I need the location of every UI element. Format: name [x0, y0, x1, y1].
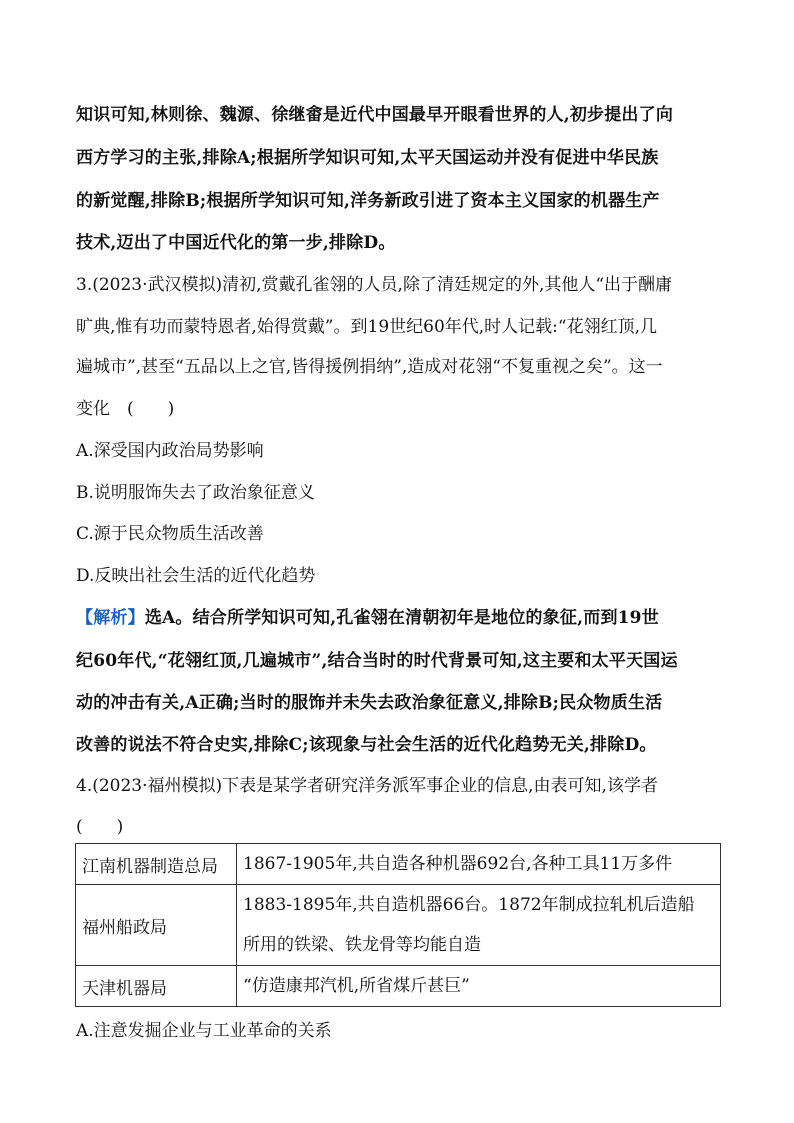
option-d: D.反映出社会生活的近代化趋势: [76, 566, 316, 586]
analysis-text: 选A。结合所学知识可知,孔雀翎在清朝初年是地位的象征,而到19世: [144, 608, 659, 628]
table-row: [76, 844, 721, 885]
table-cell-name: 天津机器局: [76, 966, 237, 1007]
question-3-stem: 旷典,惟有功而蒙特恩者,始得赏戴”。到19世纪60年代,时人记载:“花翎红顶,几: [76, 317, 657, 337]
enterprise-table: [75, 843, 721, 1007]
option-b: B.说明服饰失去了政治象征意义: [76, 483, 315, 503]
table-row: [76, 966, 721, 1007]
table-cell-name: 江南机器制造总局: [76, 844, 237, 885]
analysis-line: 改善的说法不符合史实,排除C;该现象与社会生活的近代化趋势无关,排除D。: [76, 735, 657, 755]
analysis-line: 动的冲击有关,A正确;当时的服饰并未失去政治象征意义,排除B;民众物质生活: [76, 693, 663, 713]
question-3-stem: 变化 ( ): [76, 399, 175, 419]
question-4-stem: ( ): [76, 817, 124, 837]
table-cell-info: [237, 844, 721, 885]
table-cell-line: 所用的铁梁、铁龙骨等均能自造: [243, 935, 481, 955]
analysis-line: 技术,迈出了中国近代化的第一步,排除D。: [76, 233, 396, 253]
table-cell-line: 1867-1905年,共自造各种机器692台,各种工具11万多件: [243, 854, 673, 874]
question-3-stem: 遍城市”,甚至“五品以上之官,皆得援例捐纳”,造成对花翎“不复重视之矣”。这一: [76, 357, 663, 377]
table-cell-line: “仿造康邦汽机,所省煤斤甚巨”: [243, 976, 470, 996]
analysis-line: 知识可知,林则徐、魏源、徐继畬是近代中国最早开眼看世界的人,初步提出了向: [76, 105, 674, 125]
option-a: A.深受国内政治局势影响: [76, 441, 264, 461]
option-c: C.源于民众物质生活改善: [76, 524, 264, 544]
analysis-line: [76, 606, 734, 630]
table-row: [76, 885, 721, 966]
table-cell-info: [237, 885, 721, 966]
analysis-line: 纪60年代,“花翎红顶,几遍城市”,结合当时的时代背景可知,这主要和太平天国运: [76, 651, 678, 671]
table-cell-name: 福州船政局: [76, 885, 237, 966]
analysis-tag: 【解析】: [76, 608, 145, 628]
question-4-stem: 4.(2023·福州模拟)下表是某学者研究洋务派军事企业的信息,由表可知,该学者: [76, 776, 658, 796]
analysis-line: 的新觉醒,排除B;根据所学知识可知,洋务新政引进了资本主义国家的机器生产: [76, 191, 660, 211]
table-cell-line: 1883-1895年,共自造机器66台。1872年制成拉轧机后造船: [243, 895, 695, 915]
table-cell-info: [237, 966, 721, 1007]
question-3-stem: 3.(2023·武汉模拟)清初,赏戴孔雀翎的人员,除了清廷规定的外,其他人“出于酬庸: [76, 275, 673, 295]
option-a: A.注意发掘企业与工业革命的关系: [76, 1021, 332, 1041]
analysis-line: 西方学习的主张,排除A;根据所学知识可知,太平天国运动并没有促进中华民族: [76, 148, 659, 168]
